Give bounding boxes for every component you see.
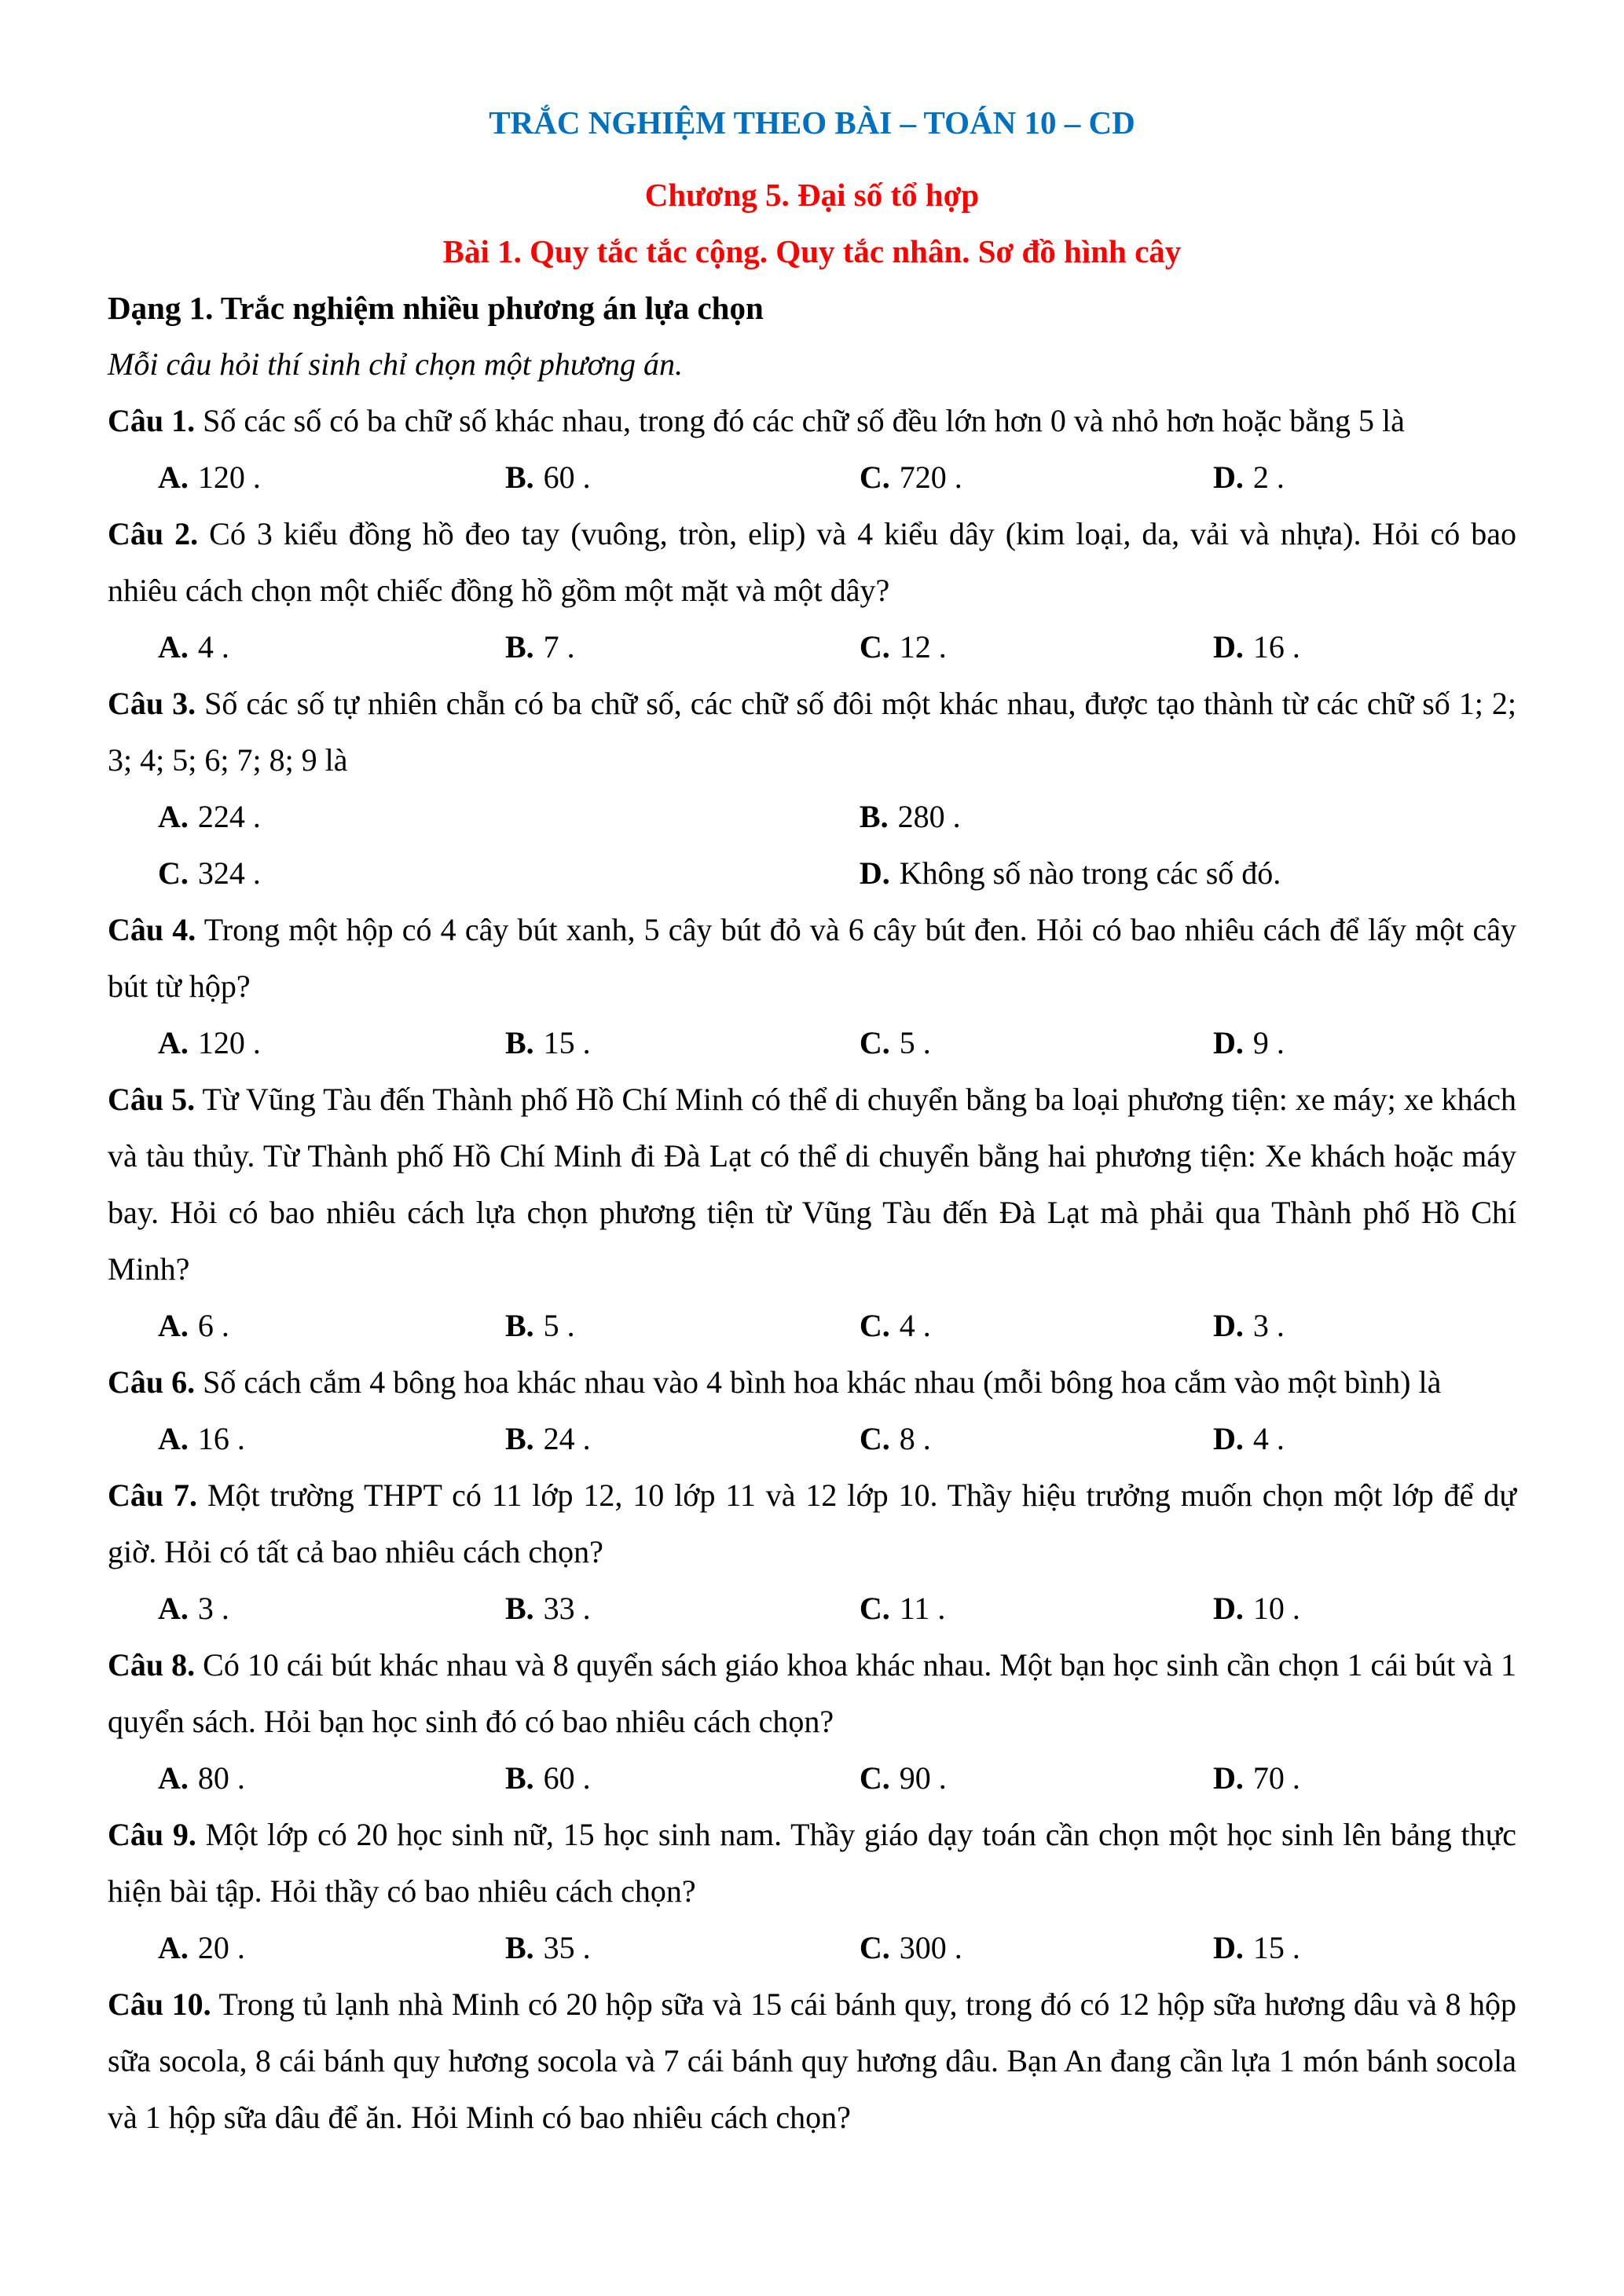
option-2b (455, 619, 809, 676)
question-text (108, 1071, 1516, 1298)
option-8d (1163, 1750, 1516, 1807)
option-label: B. (504, 1025, 534, 1060)
options-row (108, 1750, 1516, 1807)
option-value: 6 . (197, 1308, 229, 1343)
question-5 (108, 1071, 1516, 1354)
question-body: Số các số có ba chữ số khác nhau, trong đó các chữ số đều lớn hơn 0 và nhỏ hơn hoặc bằng 5 là (203, 403, 1405, 438)
option-value: 3 . (1252, 1308, 1285, 1343)
option-value: 80 . (197, 1760, 245, 1796)
options-row (108, 619, 1516, 676)
question-number: Câu 5. (108, 1082, 196, 1117)
option-label: B. (504, 1308, 534, 1343)
question-3 (108, 676, 1516, 902)
question-9 (108, 1807, 1516, 1976)
option-value: 120 . (197, 460, 261, 495)
question-text (108, 393, 1516, 449)
option-label: A. (158, 1930, 189, 1965)
question-8 (108, 1637, 1516, 1807)
question-body: Từ Vũng Tàu đến Thành phố Hồ Chí Minh có thể di chuyển bằng ba loại phương tiện: xe máy; xe khách và tàu thủy. Từ Thành phố Hồ Chí Minh đi Đà Lạt có thể di chuyển bằng hai phương tiện: Xe khách hoặc máy bay. Hỏi có bao nhiêu cách lựa chọn phương tiện từ Vũng Tàu đến Đà Lạt mà phải qua Thành phố Hồ Chí Minh? (108, 1082, 1516, 1287)
option-value: 224 . (197, 799, 261, 834)
option-4a (108, 1015, 455, 1071)
question-2 (108, 506, 1516, 676)
question-4 (108, 902, 1516, 1071)
option-value: 35 . (543, 1930, 591, 1965)
question-number: Câu 1. (108, 403, 196, 438)
options-row (108, 449, 1516, 506)
option-value: 20 . (197, 1930, 245, 1965)
option-3d (809, 845, 1516, 902)
option-1d (1163, 449, 1516, 506)
option-label: A. (158, 1025, 189, 1060)
option-4b (455, 1015, 809, 1071)
option-value: 15 . (1252, 1930, 1300, 1965)
option-3c (108, 845, 809, 902)
option-4c (809, 1015, 1163, 1071)
option-7b (455, 1580, 809, 1637)
options-row (108, 1298, 1516, 1354)
question-body: Trong một hộp có 4 cây bút xanh, 5 cây bút đỏ và 6 cây bút đen. Hỏi có bao nhiêu cách để lấy một cây bút từ hộp? (108, 912, 1516, 1004)
option-label: A. (158, 1308, 189, 1343)
options-row (108, 1411, 1516, 1467)
option-value: 324 . (197, 855, 261, 891)
option-value: 4 . (197, 629, 229, 665)
question-text (108, 1637, 1516, 1750)
option-label: A. (158, 460, 189, 495)
question-body: Có 3 kiểu đồng hồ đeo tay (vuông, tròn, elip) và 4 kiểu dây (kim loại, da, vải và nhựa). Hỏi có bao nhiêu cách chọn một chiếc đồng hồ gồm một mặt và một dây? (108, 516, 1517, 608)
option-1c (809, 449, 1163, 506)
question-10 (108, 1976, 1516, 2146)
question-text (108, 902, 1516, 1015)
option-9d (1163, 1920, 1516, 1976)
instruction-note: Mỗi câu hỏi thí sinh chỉ chọn một phương án. (108, 346, 683, 382)
option-9c (809, 1920, 1163, 1976)
question-body: Số các số tự nhiên chẵn có ba chữ số, các chữ số đôi một khác nhau, được tạo thành từ các chữ số 1; 2; 3; 4; 5; 6; 7; 8; 9 là (108, 686, 1517, 778)
question-number: Câu 3. (108, 686, 196, 721)
option-label: C. (158, 855, 189, 891)
option-label: C. (859, 1308, 890, 1343)
question-number: Câu 2. (108, 516, 199, 551)
option-value: 60 . (543, 1760, 591, 1796)
option-label: B. (504, 1930, 534, 1965)
option-7d (1163, 1580, 1516, 1637)
question-body: Số cách cắm 4 bông hoa khác nhau vào 4 bình hoa khác nhau (mỗi bông hoa cắm vào một bình) là (203, 1364, 1442, 1400)
options-row (108, 789, 1516, 845)
question-text (108, 1807, 1516, 1920)
option-value: 9 . (1252, 1025, 1285, 1060)
option-4d (1163, 1015, 1516, 1071)
option-value: 15 . (543, 1025, 591, 1060)
option-5d (1163, 1298, 1516, 1354)
option-7c (809, 1580, 1163, 1637)
option-label: A. (158, 629, 189, 665)
option-2a (108, 619, 455, 676)
question-body: Có 10 cái bút khác nhau và 8 quyển sách giáo khoa khác nhau. Một bạn học sinh cần chọn 1 cái bút và 1 quyển sách. Hỏi bạn học sinh đó có bao nhiêu cách chọn? (108, 1647, 1517, 1739)
option-label: D. (1212, 629, 1244, 665)
option-value: 2 . (1252, 460, 1285, 495)
option-label: D. (1212, 1025, 1244, 1060)
option-9a (108, 1920, 455, 1976)
question-body: Một trường THPT có 11 lớp 12, 10 lớp 11 và 12 lớp 10. Thầy hiệu trưởng muốn chọn một lớp để dự giờ. Hỏi có tất cả bao nhiêu cách chọn? (108, 1478, 1517, 1569)
option-label: C. (859, 1930, 890, 1965)
option-5a (108, 1298, 455, 1354)
option-value: 5 . (899, 1025, 931, 1060)
option-label: B. (504, 1591, 534, 1626)
option-label: A. (158, 799, 189, 834)
option-label: A. (158, 1591, 189, 1626)
option-value: 90 . (899, 1760, 947, 1796)
option-value: 300 . (899, 1930, 962, 1965)
option-label: D. (859, 855, 890, 891)
option-label: B. (859, 799, 889, 834)
lesson-heading: Bài 1. Quy tắc tắc cộng. Quy tắc nhân. Sơ đồ hình cây (442, 233, 1182, 269)
option-label: B. (504, 460, 534, 495)
options-row (108, 1015, 1516, 1071)
question-number: Câu 10. (108, 1987, 211, 2022)
question-text (108, 1976, 1516, 2146)
option-label: C. (859, 1760, 890, 1796)
question-1 (108, 393, 1516, 506)
options-row (108, 1920, 1516, 1976)
option-label: B. (504, 629, 534, 665)
option-value: 16 . (197, 1421, 245, 1456)
question-text (108, 1467, 1516, 1580)
option-6c (809, 1411, 1163, 1467)
question-body: Một lớp có 20 học sinh nữ, 15 học sinh nam. Thầy giáo dạy toán cần chọn một học sinh lên bảng thực hiện bài tập. Hỏi thầy có bao nhiêu cách chọn? (108, 1817, 1517, 1909)
option-3a (108, 789, 809, 845)
option-value: 7 . (543, 629, 575, 665)
option-label: D. (1212, 1930, 1244, 1965)
option-6b (455, 1411, 809, 1467)
option-label: C. (859, 460, 890, 495)
option-label: B. (504, 1421, 534, 1456)
option-label: B. (504, 1760, 534, 1796)
option-label: A. (158, 1760, 189, 1796)
option-value: 280 . (897, 799, 961, 834)
option-value: 11 . (899, 1591, 946, 1626)
option-value: 70 . (1252, 1760, 1300, 1796)
option-6d (1163, 1411, 1516, 1467)
section-heading: Dạng 1. Trắc nghiệm nhiều phương án lựa chọn (108, 290, 764, 326)
option-value: 33 . (543, 1591, 591, 1626)
option-value: 16 . (1252, 629, 1300, 665)
question-6 (108, 1354, 1516, 1467)
question-number: Câu 9. (108, 1817, 196, 1852)
question-text (108, 676, 1516, 789)
option-2d (1163, 619, 1516, 676)
question-text (108, 506, 1516, 619)
question-number: Câu 8. (108, 1647, 196, 1683)
option-label: D. (1212, 1591, 1244, 1626)
question-number: Câu 6. (108, 1364, 196, 1400)
option-2c (809, 619, 1163, 676)
option-value: 8 . (899, 1421, 931, 1456)
question-text (108, 1354, 1516, 1411)
option-5c (809, 1298, 1163, 1354)
option-1b (455, 449, 809, 506)
option-1a (108, 449, 455, 506)
option-label: D. (1212, 1308, 1244, 1343)
option-label: C. (859, 1025, 890, 1060)
option-label: C. (859, 1421, 890, 1456)
option-value: 60 . (543, 460, 591, 495)
option-label: D. (1212, 1421, 1244, 1456)
options-row (108, 1580, 1516, 1637)
option-label: D. (1212, 460, 1244, 495)
option-value: 3 . (197, 1591, 229, 1626)
question-body: Trong tủ lạnh nhà Minh có 20 hộp sữa và 15 cái bánh quy, trong đó có 12 hộp sữa hương dâu và 8 hộp sữa socola, 8 cái bánh quy hương socola và 7 cái bánh quy hương dâu. Bạn An đang cần lựa 1 món bánh socola và 1 hộp sữa dâu để ăn. Hỏi Minh có bao nhiêu cách chọn? (108, 1987, 1516, 2135)
option-9b (455, 1920, 809, 1976)
options-row (108, 845, 1516, 902)
option-label: A. (158, 1421, 189, 1456)
document-title: TRẮC NGHIỆM THEO BÀI – TOÁN 10 – CD (489, 104, 1135, 141)
option-label: C. (859, 629, 890, 665)
question-7 (108, 1467, 1516, 1637)
option-6a (108, 1411, 455, 1467)
option-value: 120 . (197, 1025, 261, 1060)
option-value: 5 . (543, 1308, 575, 1343)
option-7a (108, 1580, 455, 1637)
option-value: 10 . (1252, 1591, 1300, 1626)
option-value: 24 . (543, 1421, 591, 1456)
option-value: 4 . (899, 1308, 931, 1343)
option-3b (809, 789, 1516, 845)
question-number: Câu 7. (108, 1478, 198, 1513)
option-value: 12 . (899, 629, 947, 665)
option-8a (108, 1750, 455, 1807)
option-label: D. (1212, 1760, 1244, 1796)
option-5b (455, 1298, 809, 1354)
option-value: 4 . (1252, 1421, 1285, 1456)
option-8b (455, 1750, 809, 1807)
chapter-heading: Chương 5. Đại số tổ hợp (644, 177, 980, 213)
option-8c (809, 1750, 1163, 1807)
option-value: 720 . (899, 460, 962, 495)
question-number: Câu 4. (108, 912, 196, 947)
option-value: Không số nào trong các số đó. (899, 855, 1281, 891)
option-label: C. (859, 1591, 890, 1626)
